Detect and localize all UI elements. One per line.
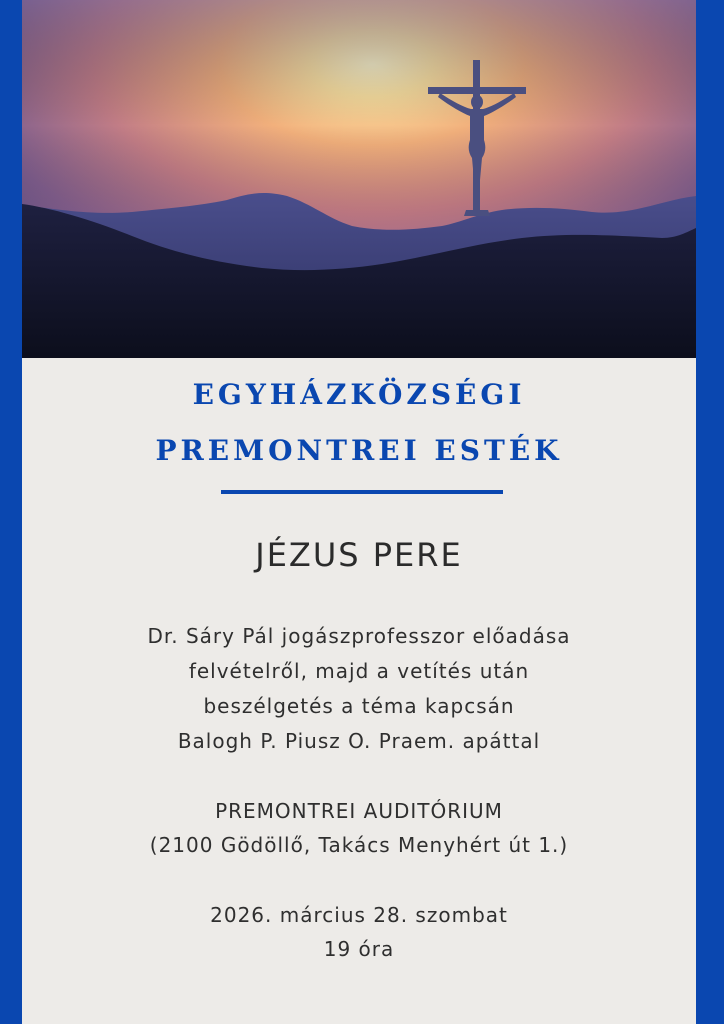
sunset-crucifix-illustration: [22, 0, 696, 358]
description-line: felvételről, majd a vetítés után: [188, 659, 530, 683]
description-line: beszélgetés a téma kapcsán: [203, 694, 515, 718]
description-line: Dr. Sáry Pál jogászprofesszor előadása: [147, 624, 571, 648]
series-title-line1: EGYHÁZKÖZSÉGI: [192, 378, 526, 411]
poster: [22, 0, 696, 1024]
description-line: Balogh P. Piusz O. Praem. apáttal: [177, 729, 541, 753]
series-title-line2: PREMONTREI ESTÉK: [155, 434, 563, 467]
event-time: 19 óra: [323, 937, 395, 961]
event-title: JÉZUS PERE: [255, 536, 463, 574]
venue-name: PREMONTREI AUDITÓRIUM: [215, 799, 503, 823]
venue-address: (2100 Gödöllő, Takács Menyhért út 1.): [149, 833, 569, 857]
event-date: 2026. március 28. szombat: [210, 903, 508, 927]
title-divider: [221, 490, 503, 494]
